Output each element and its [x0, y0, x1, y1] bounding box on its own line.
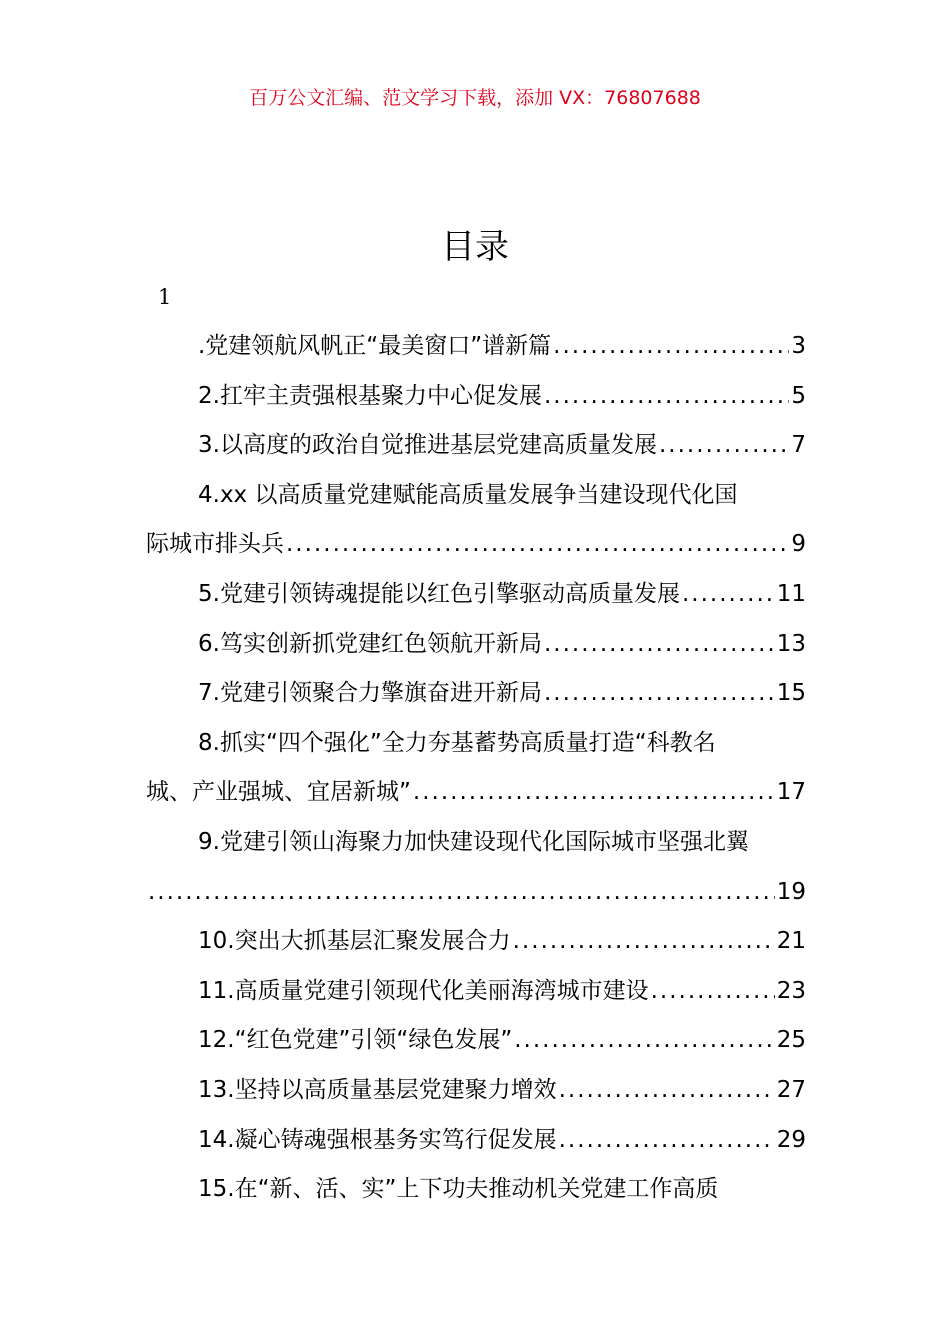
- toc-entry-title: 14.凝心铸魂强根基务实笃行促发展: [198, 1126, 557, 1153]
- toc-entry-11[interactable]: [146, 967, 806, 1017]
- toc-page-number: 7: [791, 432, 806, 459]
- toc-entry-7[interactable]: [146, 669, 806, 719]
- toc-page-number: 9: [791, 531, 806, 558]
- toc-entry-1[interactable]: [146, 322, 806, 372]
- toc-leader: [514, 1016, 774, 1066]
- toc-entry-title: 4.xx 以高质量党建赋能高质量发展争当建设现代化国: [198, 481, 738, 508]
- toc-entry-title: 12.“红色党建”引领“绿色发展”: [198, 1027, 513, 1054]
- toc-entry-9[interactable]: [146, 818, 806, 868]
- toc-entry-15[interactable]: [146, 1165, 806, 1215]
- toc-entry-4[interactable]: [146, 471, 806, 521]
- toc-entry-12[interactable]: [146, 1016, 806, 1066]
- toc-entry-13[interactable]: [146, 1066, 806, 1116]
- toc-page-number: 3: [791, 333, 806, 359]
- toc-entry-title-continued: 际城市排头兵: [146, 531, 284, 558]
- toc-leader: [553, 322, 789, 372]
- section-marker: 1: [158, 285, 172, 309]
- toc-entry-14[interactable]: [146, 1116, 806, 1166]
- toc-page-number: 5: [791, 382, 806, 409]
- page-title: 目录: [441, 227, 509, 267]
- toc-leader: [559, 1116, 775, 1166]
- toc-entry-8[interactable]: [146, 719, 806, 769]
- toc-entry-title: 10.突出大抓基层汇聚发展合力: [198, 928, 511, 955]
- toc-entry-5[interactable]: [146, 570, 806, 620]
- toc-leader: [513, 917, 775, 967]
- toc-entry-title: 13.坚持以高质量基层党建聚力增效: [198, 1076, 557, 1103]
- toc-leader: [682, 570, 775, 620]
- toc-entry-3[interactable]: [146, 421, 806, 471]
- toc-entry-title: 7.党建引领聚合力擎旗奋进开新局: [198, 680, 542, 707]
- toc-leader: [559, 1066, 775, 1116]
- toc-leader: [659, 421, 789, 471]
- toc-entry-title: .党建领航风帆正“最美窗口”谱新篇: [198, 333, 552, 359]
- toc-leader: [651, 967, 775, 1017]
- toc-entry-title: 15.在“新、活、实”上下功夫推动机关党建工作高质: [198, 1176, 719, 1203]
- toc-leader: [286, 520, 789, 570]
- toc-leader: [148, 868, 775, 918]
- toc-page-number: 19: [776, 878, 806, 905]
- table-of-contents: [146, 322, 806, 1215]
- toc-page-number: 27: [776, 1076, 806, 1103]
- toc-entry-9-continued[interactable]: [146, 868, 806, 918]
- toc-page-number: 25: [776, 1027, 806, 1054]
- toc-entry-title: 6.笃实创新抓党建红色领航开新局: [198, 630, 542, 657]
- toc-entry-title: 3.以高度的政治自觉推进基层党建高质量发展: [198, 432, 657, 459]
- toc-entry-2[interactable]: [146, 372, 806, 422]
- toc-entry-title-continued: 城、产业强城、宜居新城”: [146, 779, 411, 806]
- toc-entry-4-continued[interactable]: [146, 520, 806, 570]
- toc-entry-8-continued[interactable]: [146, 768, 806, 818]
- toc-page-number: 13: [776, 630, 806, 657]
- toc-entry-title: 5.党建引领铸魂提能以红色引擎驱动高质量发展: [198, 580, 680, 607]
- toc-entry-6[interactable]: [146, 620, 806, 670]
- watermark-banner: 百万公文汇编、范文学习下载，添加 VX：76807688: [249, 87, 701, 109]
- toc-page-number: 15: [776, 680, 806, 707]
- toc-page-number: 23: [776, 977, 806, 1004]
- toc-leader: [544, 620, 775, 670]
- toc-leader: [544, 372, 789, 422]
- toc-page-number: 21: [776, 928, 806, 955]
- toc-entry-title: 11.高质量党建引领现代化美丽海湾城市建设: [198, 977, 649, 1004]
- toc-leader: [413, 768, 775, 818]
- toc-entry-10[interactable]: [146, 917, 806, 967]
- toc-leader: [544, 669, 775, 719]
- toc-entry-title: 8.抓实“四个强化”全力夯基蓄势高质量打造“科教名: [198, 729, 716, 756]
- toc-page-number: 29: [776, 1126, 806, 1153]
- toc-page-number: 17: [776, 779, 806, 806]
- toc-entry-title: 2.扛牢主责强根基聚力中心促发展: [198, 382, 542, 409]
- toc-page-number: 11: [776, 580, 806, 607]
- toc-entry-title: 9.党建引领山海聚力加快建设现代化国际城市坚强北翼: [198, 828, 749, 855]
